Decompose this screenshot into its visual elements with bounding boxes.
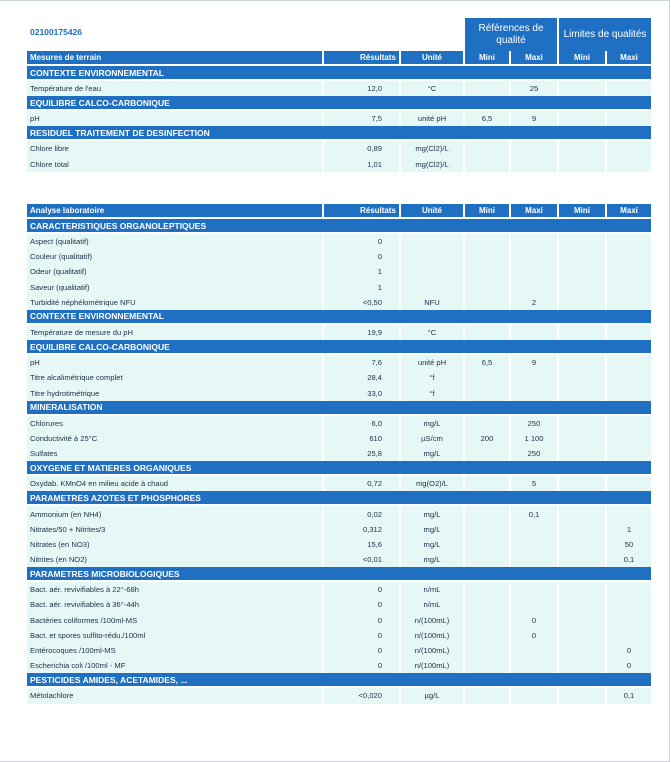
reference-min [465,370,509,385]
limit-max: 0 [607,643,651,658]
reference-max: 9 [511,111,557,126]
section-header: MINERALISATION [27,401,651,414]
parameter-name: Odeur (qualitatif) [27,264,322,279]
section-header: PARAMETRES AZOTES ET PHOSPHORES [27,491,651,504]
column-header-limit-min: Mini [559,204,605,217]
reference-min [465,628,509,643]
field-measurements-table [27,51,651,172]
parameter-name: Température de l'eau [27,81,322,96]
limit-max [607,234,651,249]
reference-max [511,582,557,597]
limit-max [607,325,651,340]
reference-max [511,522,557,537]
limit-min [559,688,605,703]
reference-max: 0 [511,628,557,643]
parameter-name: Escherichia coli /100ml - MF [27,658,322,673]
result-value: 7,5 [324,111,399,126]
limit-max [607,81,651,96]
reference-min: 200 [465,431,509,446]
reference-min [465,295,509,310]
result-value: 0,02 [324,506,399,521]
limit-min [559,81,605,96]
reference-max [511,249,557,264]
result-value: 0 [324,613,399,628]
parameter-name: Turbidité néphélométrique NFU [27,295,322,310]
parameter-name: Conductivité à 25°C [27,431,322,446]
limit-min [559,582,605,597]
reference-max: 2 [511,295,557,310]
reference-min [465,522,509,537]
limit-min [559,506,605,521]
parameter-name: Sulfates [27,446,322,461]
parameter-name: pH [27,355,322,370]
column-header-ref-max: Maxi [511,51,557,64]
result-value: <0,020 [324,688,399,703]
result-value: <0,50 [324,295,399,310]
column-header-limit-max: Maxi [607,51,651,64]
reference-min [465,476,509,491]
reference-min [465,325,509,340]
unit-value: mg/L [401,537,463,552]
limit-min [559,522,605,537]
parameter-name: Bact. aér. revivifiables à 22°-68h [27,582,322,597]
reference-min [465,446,509,461]
limit-min [559,552,605,567]
section-header: EQUILIBRE CALCO-CARBONIQUE [27,340,651,353]
reference-min [465,386,509,401]
parameter-name: Bactéries coliformes /100ml-MS [27,613,322,628]
parameter-name: Nitrates (en NO3) [27,537,322,552]
result-value: 0,312 [324,522,399,537]
reference-min [465,613,509,628]
unit-value: mg(O2)/L [401,476,463,491]
column-header-parameter: Analyse laboratoire [27,204,322,217]
unit-value: mg/L [401,506,463,521]
limit-max: 0,1 [607,552,651,567]
limit-max: 0,1 [607,688,651,703]
result-value: 0,89 [324,141,399,156]
reference-min: 6,5 [465,355,509,370]
limit-max: 0 [607,658,651,673]
limit-min [559,386,605,401]
column-header-results: Résultats [324,51,399,64]
reference-min [465,582,509,597]
reference-max [511,141,557,156]
column-header-unit: Unité [401,204,463,217]
parameter-name: Titre alcalimétrique complet [27,370,322,385]
reference-min [465,416,509,431]
column-header-parameter: Mesures de terrain [27,51,322,64]
parameter-name: Nitrites (en NO2) [27,552,322,567]
reference-max [511,552,557,567]
reference-min [465,658,509,673]
limit-max [607,476,651,491]
reference-max: 5 [511,476,557,491]
limit-min [559,325,605,340]
limit-min [559,234,605,249]
reference-min [465,157,509,172]
reference-min [465,552,509,567]
limit-max [607,386,651,401]
parameter-name: Métolachlore [27,688,322,703]
reference-max [511,325,557,340]
reference-max: 250 [511,416,557,431]
limit-min [559,370,605,385]
limit-max: 1 [607,522,651,537]
result-value: 0 [324,643,399,658]
limit-max [607,431,651,446]
parameter-name: Ammonium (en NH4) [27,506,322,521]
unit-value: n/(100mL) [401,658,463,673]
limit-min [559,658,605,673]
limit-max [607,628,651,643]
unit-value: °C [401,325,463,340]
section-header: EQUILIBRE CALCO-CARBONIQUE [27,96,651,109]
header-spacer-results [324,18,399,51]
limit-max [607,370,651,385]
limit-max [607,355,651,370]
result-value: 0 [324,234,399,249]
section-header: CONTEXTE ENVIRONNEMENTAL [27,310,651,323]
limit-max [607,157,651,172]
column-header-ref-min: Mini [465,204,509,217]
unit-value [401,234,463,249]
reference-max [511,234,557,249]
limit-min [559,355,605,370]
limit-min [559,111,605,126]
unit-value: µg/L [401,688,463,703]
result-value: 28,4 [324,370,399,385]
result-value: 0 [324,597,399,612]
result-value: 0 [324,658,399,673]
reference-max: 0 [511,613,557,628]
limit-max [607,613,651,628]
limit-max [607,141,651,156]
reference-min [465,506,509,521]
result-value: <0,01 [324,552,399,567]
section-header: RESIDUEL TRAITEMENT DE DESINFECTION [27,126,651,139]
limit-min [559,613,605,628]
reference-max: 25 [511,81,557,96]
header-spacer-unit [401,18,463,51]
parameter-name: pH [27,111,322,126]
reference-max [511,386,557,401]
reference-min [465,141,509,156]
unit-value: mg/L [401,522,463,537]
limit-min [559,643,605,658]
limit-min [559,446,605,461]
limit-max [607,111,651,126]
unit-value: mg(Cl2)/L [401,157,463,172]
parameter-name: Chlore total [27,157,322,172]
unit-value: °f [401,370,463,385]
reference-max [511,370,557,385]
reference-min [465,249,509,264]
limit-min [559,249,605,264]
column-header-limit-min: Mini [559,51,605,64]
reference-max [511,688,557,703]
reference-max: 250 [511,446,557,461]
column-header-ref-min: Mini [465,51,509,64]
result-value: 19,9 [324,325,399,340]
unit-value: n/mL [401,582,463,597]
reference-max [511,643,557,658]
reference-max: 0,1 [511,506,557,521]
limit-max [607,446,651,461]
result-value: 12,0 [324,81,399,96]
lab-analysis-table [27,204,651,704]
limit-max [607,295,651,310]
limit-min [559,157,605,172]
parameter-name: Chlore libre [27,141,322,156]
limit-min [559,416,605,431]
section-header: OXYGENE ET MATIERES ORGANIQUES [27,461,651,474]
reference-min [465,688,509,703]
reference-min: 6,5 [465,111,509,126]
result-value: 0 [324,249,399,264]
unit-value: NFU [401,295,463,310]
unit-value: °f [401,386,463,401]
unit-value: µS/cm [401,431,463,446]
reference-min [465,537,509,552]
reference-min [465,280,509,295]
limit-min [559,264,605,279]
limit-min [559,476,605,491]
limit-min [559,295,605,310]
quality-references-header: Références de qualité [465,18,557,51]
limit-min [559,141,605,156]
unit-value: n/(100mL) [401,628,463,643]
unit-value: mg/L [401,446,463,461]
reference-max [511,264,557,279]
document-id: 02100175426 [30,27,83,37]
limit-max: 50 [607,537,651,552]
reference-max [511,597,557,612]
result-value: 25,8 [324,446,399,461]
limit-min [559,597,605,612]
parameter-name: Chlorures [27,416,322,431]
unit-value: unité pH [401,111,463,126]
reference-max [511,280,557,295]
reference-min [465,643,509,658]
reference-max: 9 [511,355,557,370]
unit-value: n/(100mL) [401,613,463,628]
reference-min [465,234,509,249]
reference-min [465,597,509,612]
unit-value: n/(100mL) [401,643,463,658]
section-header: PARAMETRES MICROBIOLOGIQUES [27,567,651,580]
result-value: 610 [324,431,399,446]
limit-max [607,506,651,521]
parameter-name: Aspect (qualitatif) [27,234,322,249]
reference-max [511,658,557,673]
result-value: 15,6 [324,537,399,552]
parameter-name: Température de mesure du pH [27,325,322,340]
reference-max [511,537,557,552]
quality-limits-header: Limites de qualités [559,18,651,51]
column-header-results: Résultats [324,204,399,217]
parameter-name: Titre hydrotimétrique [27,386,322,401]
parameter-name: Couleur (qualitatif) [27,249,322,264]
report-top-header [27,18,651,51]
reference-min [465,81,509,96]
limit-min [559,431,605,446]
result-value: 1 [324,264,399,279]
limit-max [607,249,651,264]
section-header: CARACTERISTIQUES ORGANOLEPTIQUES [27,219,651,232]
limit-min [559,628,605,643]
unit-value: unité pH [401,355,463,370]
result-value: 0 [324,628,399,643]
reference-min [465,264,509,279]
unit-value [401,264,463,279]
parameter-name: Oxydab. KMnO4 en milieu acide à chaud [27,476,322,491]
limit-max [607,280,651,295]
parameter-name: Nitrates/50 + Nitrites/3 [27,522,322,537]
result-value: 1,01 [324,157,399,172]
section-header: PESTICIDES AMIDES, ACETAMIDES, ... [27,673,651,686]
parameter-name: Entérocoques /100ml-MS [27,643,322,658]
unit-value: mg(Cl2)/L [401,141,463,156]
result-value: 0 [324,582,399,597]
reference-max: 1 100 [511,431,557,446]
unit-value [401,249,463,264]
parameter-name: Bact. aér. revivifiables à 36°-44h [27,597,322,612]
reference-max [511,157,557,172]
column-header-limit-max: Maxi [607,204,651,217]
column-header-ref-max: Maxi [511,204,557,217]
result-value: 0,72 [324,476,399,491]
unit-value: n/mL [401,597,463,612]
limit-min [559,537,605,552]
unit-value: °C [401,81,463,96]
unit-value: mg/L [401,416,463,431]
parameter-name: Saveur (qualitatif) [27,280,322,295]
section-header: CONTEXTE ENVIRONNEMENTAL [27,66,651,79]
column-header-unit: Unité [401,51,463,64]
result-value: 1 [324,280,399,295]
limit-max [607,582,651,597]
result-value: 7,6 [324,355,399,370]
limit-max [607,264,651,279]
limit-max [607,597,651,612]
result-value: 6,0 [324,416,399,431]
unit-value [401,280,463,295]
unit-value: mg/L [401,552,463,567]
limit-min [559,280,605,295]
result-value: 33,0 [324,386,399,401]
limit-max [607,416,651,431]
parameter-name: Bact. et spores sulfito-rédu./100ml [27,628,322,643]
